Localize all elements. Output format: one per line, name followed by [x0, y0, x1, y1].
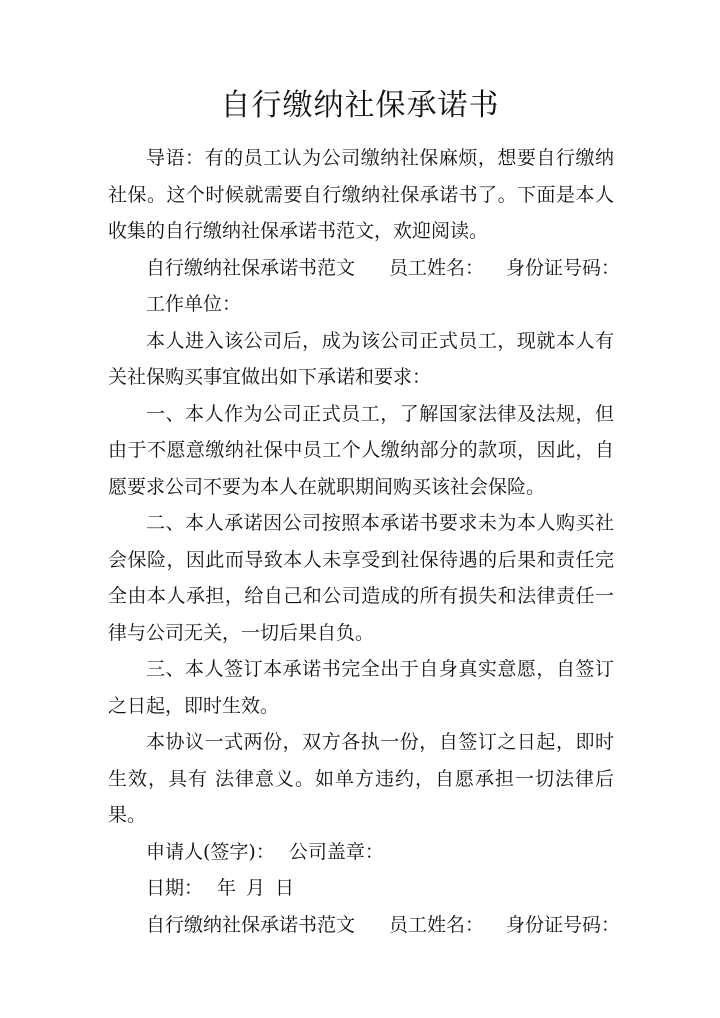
- agreement-paragraph: 本协议一式两份，双方各执一份，自签订之日起，即时生效，具有 法律意义。如单方违约，自愿承担一切法律后果。: [108, 731, 614, 826]
- date-day: 日: [275, 877, 295, 899]
- date-line: [108, 870, 614, 907]
- document-body: [108, 140, 621, 943]
- work-unit-label: 工作单位：: [146, 293, 242, 315]
- body-paragraph-1: 本人进入该公司后，成为该公司正式员工，现就本人有关社保购买事宜做出如下承诺和要求：: [108, 329, 614, 388]
- footer-sample-label: 自行缴纳社保承诺书范文: [146, 913, 356, 936]
- work-unit-line: [108, 286, 614, 323]
- date-month: 月: [246, 877, 266, 899]
- employee-name-label: 员工姓名：: [389, 256, 485, 279]
- applicant-signature-label: 申请人(签字)：: [146, 840, 275, 863]
- date-year: 年: [217, 877, 237, 899]
- date-label: 日期：: [146, 877, 204, 899]
- intro-paragraph: 导语：有的员工认为公司缴纳社保麻烦，想要自行缴纳社保。这个时候就需要自行缴纳社保承诺书了。下面是本人收集的自行缴纳社保承诺书范文，欢迎阅读。: [108, 147, 614, 242]
- clause-paragraph-1: 一、本人作为公司正式员工，了解国家法律及法规，但由于不愿意缴纳社保中员工个人缴纳部分的款项，因此，自愿要求公司不要为本人在就职期间购买该社会保险。: [108, 402, 614, 498]
- clause-paragraph-3: 三、本人签订本承诺书完全出于自身真实意愿，自签订之日起，即时生效。: [108, 658, 614, 717]
- signature-line: [108, 834, 614, 871]
- id-number-label: 身份证号码：: [506, 256, 621, 279]
- document-title: 自行缴纳社保承诺书: [220, 88, 500, 123]
- sample-label: 自行缴纳社保承诺书范文: [146, 256, 356, 279]
- company-seal-label: 公司盖章：: [288, 840, 384, 863]
- header-line: [108, 250, 621, 287]
- footer-employee-name-label: 员工姓名：: [389, 913, 485, 936]
- footer-line: [108, 907, 621, 944]
- clause-paragraph-2: 二、本人承诺因公司按照本承诺书要求未为本人购买社会保险，因此而导致本人未享受到社保待遇的后果和责任完全由本人承担，给自己和公司造成的所有损失和法律责任一律与公司无关，一切后果自负。: [108, 512, 614, 644]
- footer-id-number-label: 身份证号码：: [506, 913, 621, 936]
